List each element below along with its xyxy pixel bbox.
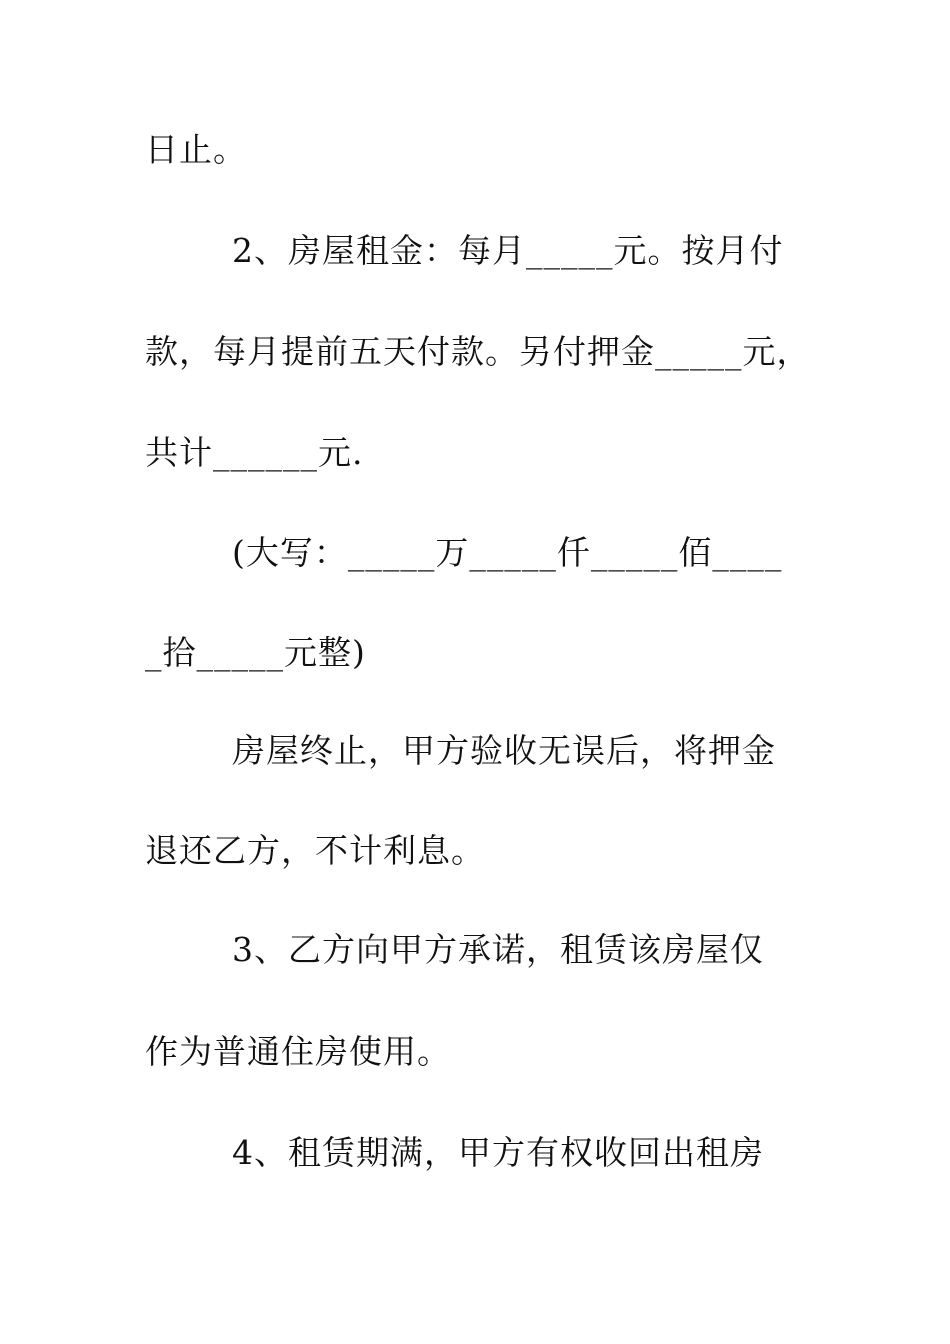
text-line-4: 共计______元. <box>145 433 364 472</box>
text-line-2: 2、房屋租金：每月_____元。按月付 <box>232 231 784 270</box>
text-line-3: 款，每月提前五天付款。另付押金_____元， <box>145 332 811 371</box>
text-line-7: 房屋终止，甲方验收无误后，将押金 <box>232 731 776 770</box>
text-line-11: 4、租赁期满，甲方有权收回出租房 <box>232 1133 764 1172</box>
text-line-1: 日止。 <box>145 130 247 169</box>
text-line-6: _拾_____元整) <box>145 633 366 672</box>
text-line-10: 作为普通住房使用。 <box>145 1032 451 1071</box>
text-line-5: (大写：_____万_____仟_____佰____ <box>232 533 783 572</box>
text-line-9: 3、乙方向甲方承诺，租赁该房屋仅 <box>232 930 764 969</box>
text-line-8: 退还乙方，不计利息。 <box>145 831 485 870</box>
